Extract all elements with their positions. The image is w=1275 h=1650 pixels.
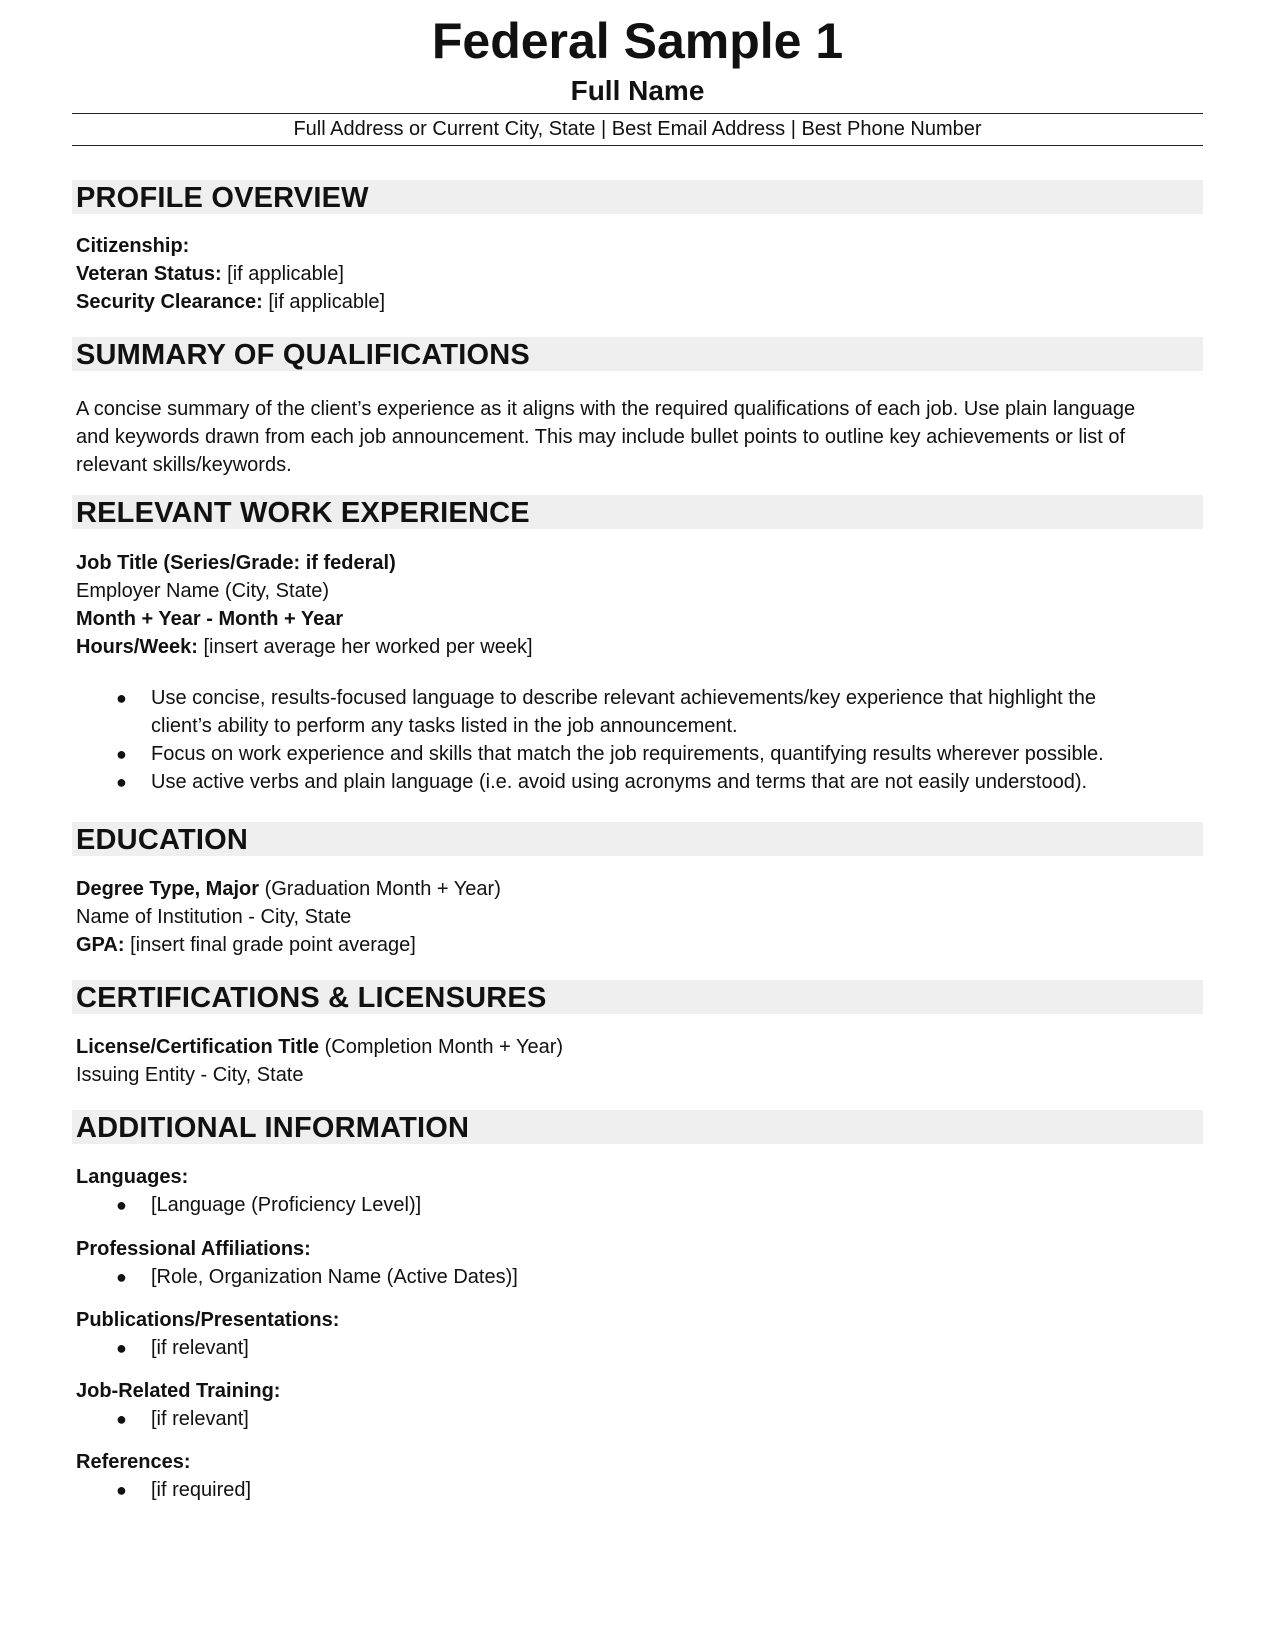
bullet-text: client’s ability to perform any tasks listed in the job announcement. xyxy=(151,715,738,737)
list-item xyxy=(76,740,1196,768)
section-summary-of-qualifications xyxy=(72,337,1203,371)
summary-paragraph xyxy=(76,396,1196,480)
section-profile-overview xyxy=(72,180,1203,214)
full-name: Full Name xyxy=(570,75,705,106)
summary-line: A concise summary of the client’s experience as it aligns with the required qualifications of each job. Use plain language xyxy=(76,398,1136,420)
bullet-icon: ● xyxy=(116,744,127,764)
bullet-icon: ● xyxy=(116,1480,127,1500)
section-certifications-licensures xyxy=(72,980,1203,1014)
certification-entry xyxy=(76,1033,1196,1089)
contact-line: Full Address or Current City, State | Best Email Address | Best Phone Number xyxy=(293,118,982,140)
hours-per-week-label: Hours/Week: xyxy=(76,636,198,658)
bullet-icon: ● xyxy=(116,772,127,792)
bullet-text: Use active verbs and plain language (i.e. avoid using acronyms and terms that are not easily understood). xyxy=(151,771,1088,793)
summary-line: and keywords drawn from each job announcement. This may include bullet points to outline key achievements or list of xyxy=(76,426,1126,448)
gpa-value: [insert final grade point average] xyxy=(124,934,416,956)
veteran-status-value: [if applicable] xyxy=(221,263,344,285)
citizenship-label: Citizenship: xyxy=(76,235,190,257)
security-clearance-line xyxy=(76,288,1196,316)
education-entry xyxy=(76,875,1196,959)
document-title: Federal Sample 1 xyxy=(431,13,844,69)
header-rule-top xyxy=(72,113,1203,114)
summary-line: relevant skills/keywords. xyxy=(76,454,292,476)
degree-label: Degree Type, Major xyxy=(76,878,260,900)
list-item xyxy=(76,1334,1196,1362)
degree-value: (Graduation Month + Year) xyxy=(259,878,501,900)
bullet-text: [if relevant] xyxy=(151,1337,249,1359)
bullet-icon: ● xyxy=(116,1195,127,1215)
issuing-entity: Issuing Entity - City, State xyxy=(76,1064,304,1086)
bullet-text: [if required] xyxy=(151,1479,252,1501)
bullet-icon: ● xyxy=(116,688,127,708)
veteran-status-line xyxy=(76,260,1196,288)
list-item xyxy=(76,1476,1196,1504)
gpa-label: GPA: xyxy=(76,934,125,956)
additional-group-publications xyxy=(76,1306,1196,1362)
bullet-text: [if relevant] xyxy=(151,1408,249,1430)
job-title: Job Title (Series/Grade: if federal) xyxy=(76,552,396,574)
experience-bullets xyxy=(76,684,1196,796)
citizenship-line xyxy=(76,232,1196,260)
gpa-line xyxy=(76,931,1196,959)
profile-details xyxy=(76,232,1196,316)
group-label: Job-Related Training: xyxy=(76,1380,281,1402)
list-item xyxy=(76,1263,1196,1291)
section-heading: SUMMARY OF QUALIFICATIONS xyxy=(76,339,530,371)
certification-title-value: (Completion Month + Year) xyxy=(319,1036,564,1058)
bullet-icon: ● xyxy=(116,1409,127,1429)
bullet-text: [Role, Organization Name (Active Dates)] xyxy=(151,1266,518,1288)
section-heading: PROFILE OVERVIEW xyxy=(76,182,369,214)
list-item xyxy=(76,768,1196,796)
hours-per-week-value: [insert average her worked per week] xyxy=(197,636,533,658)
group-label: Professional Affiliations: xyxy=(76,1238,311,1260)
employer-name: Employer Name (City, State) xyxy=(76,580,330,602)
group-label: Publications/Presentations: xyxy=(76,1309,340,1331)
list-item xyxy=(76,1191,1196,1219)
section-relevant-work-experience xyxy=(72,495,1203,529)
hours-per-week-line xyxy=(76,633,1196,661)
experience-entry xyxy=(76,549,1196,661)
section-heading: EDUCATION xyxy=(76,824,249,856)
additional-group-languages xyxy=(76,1163,1196,1219)
security-clearance-value: [if applicable] xyxy=(262,291,386,313)
list-item xyxy=(76,1405,1196,1433)
section-additional-information xyxy=(72,1110,1203,1144)
additional-group-references xyxy=(76,1448,1196,1504)
bullet-text: Use concise, results-focused language to describe relevant achievements/key experience that highlight the xyxy=(151,687,1096,709)
group-label: References: xyxy=(76,1451,191,1473)
bullet-icon: ● xyxy=(116,1338,127,1358)
group-label: Languages: xyxy=(76,1166,189,1188)
additional-group-training xyxy=(76,1377,1196,1433)
additional-group-affiliations xyxy=(76,1235,1196,1291)
list-item xyxy=(76,684,1196,740)
veteran-status-label: Veteran Status: xyxy=(76,263,222,285)
bullet-text: [Language (Proficiency Level)] xyxy=(151,1194,422,1216)
certification-title-line xyxy=(76,1033,1196,1061)
security-clearance-label: Security Clearance: xyxy=(76,291,263,313)
section-heading: ADDITIONAL INFORMATION xyxy=(76,1112,470,1144)
institution-name: Name of Institution - City, State xyxy=(76,906,352,928)
certification-title-label: License/Certification Title xyxy=(76,1036,320,1058)
degree-line xyxy=(76,875,1196,903)
bullet-text: Focus on work experience and skills that match the job requirements, quantifying results wherever possible. xyxy=(151,743,1104,765)
employment-dates: Month + Year - Month + Year xyxy=(76,608,344,630)
section-heading: RELEVANT WORK EXPERIENCE xyxy=(76,497,530,529)
header-rule-bottom xyxy=(72,145,1203,146)
bullet-icon: ● xyxy=(116,1267,127,1287)
section-education xyxy=(72,822,1203,856)
section-heading: CERTIFICATIONS & LICENSURES xyxy=(76,982,547,1014)
